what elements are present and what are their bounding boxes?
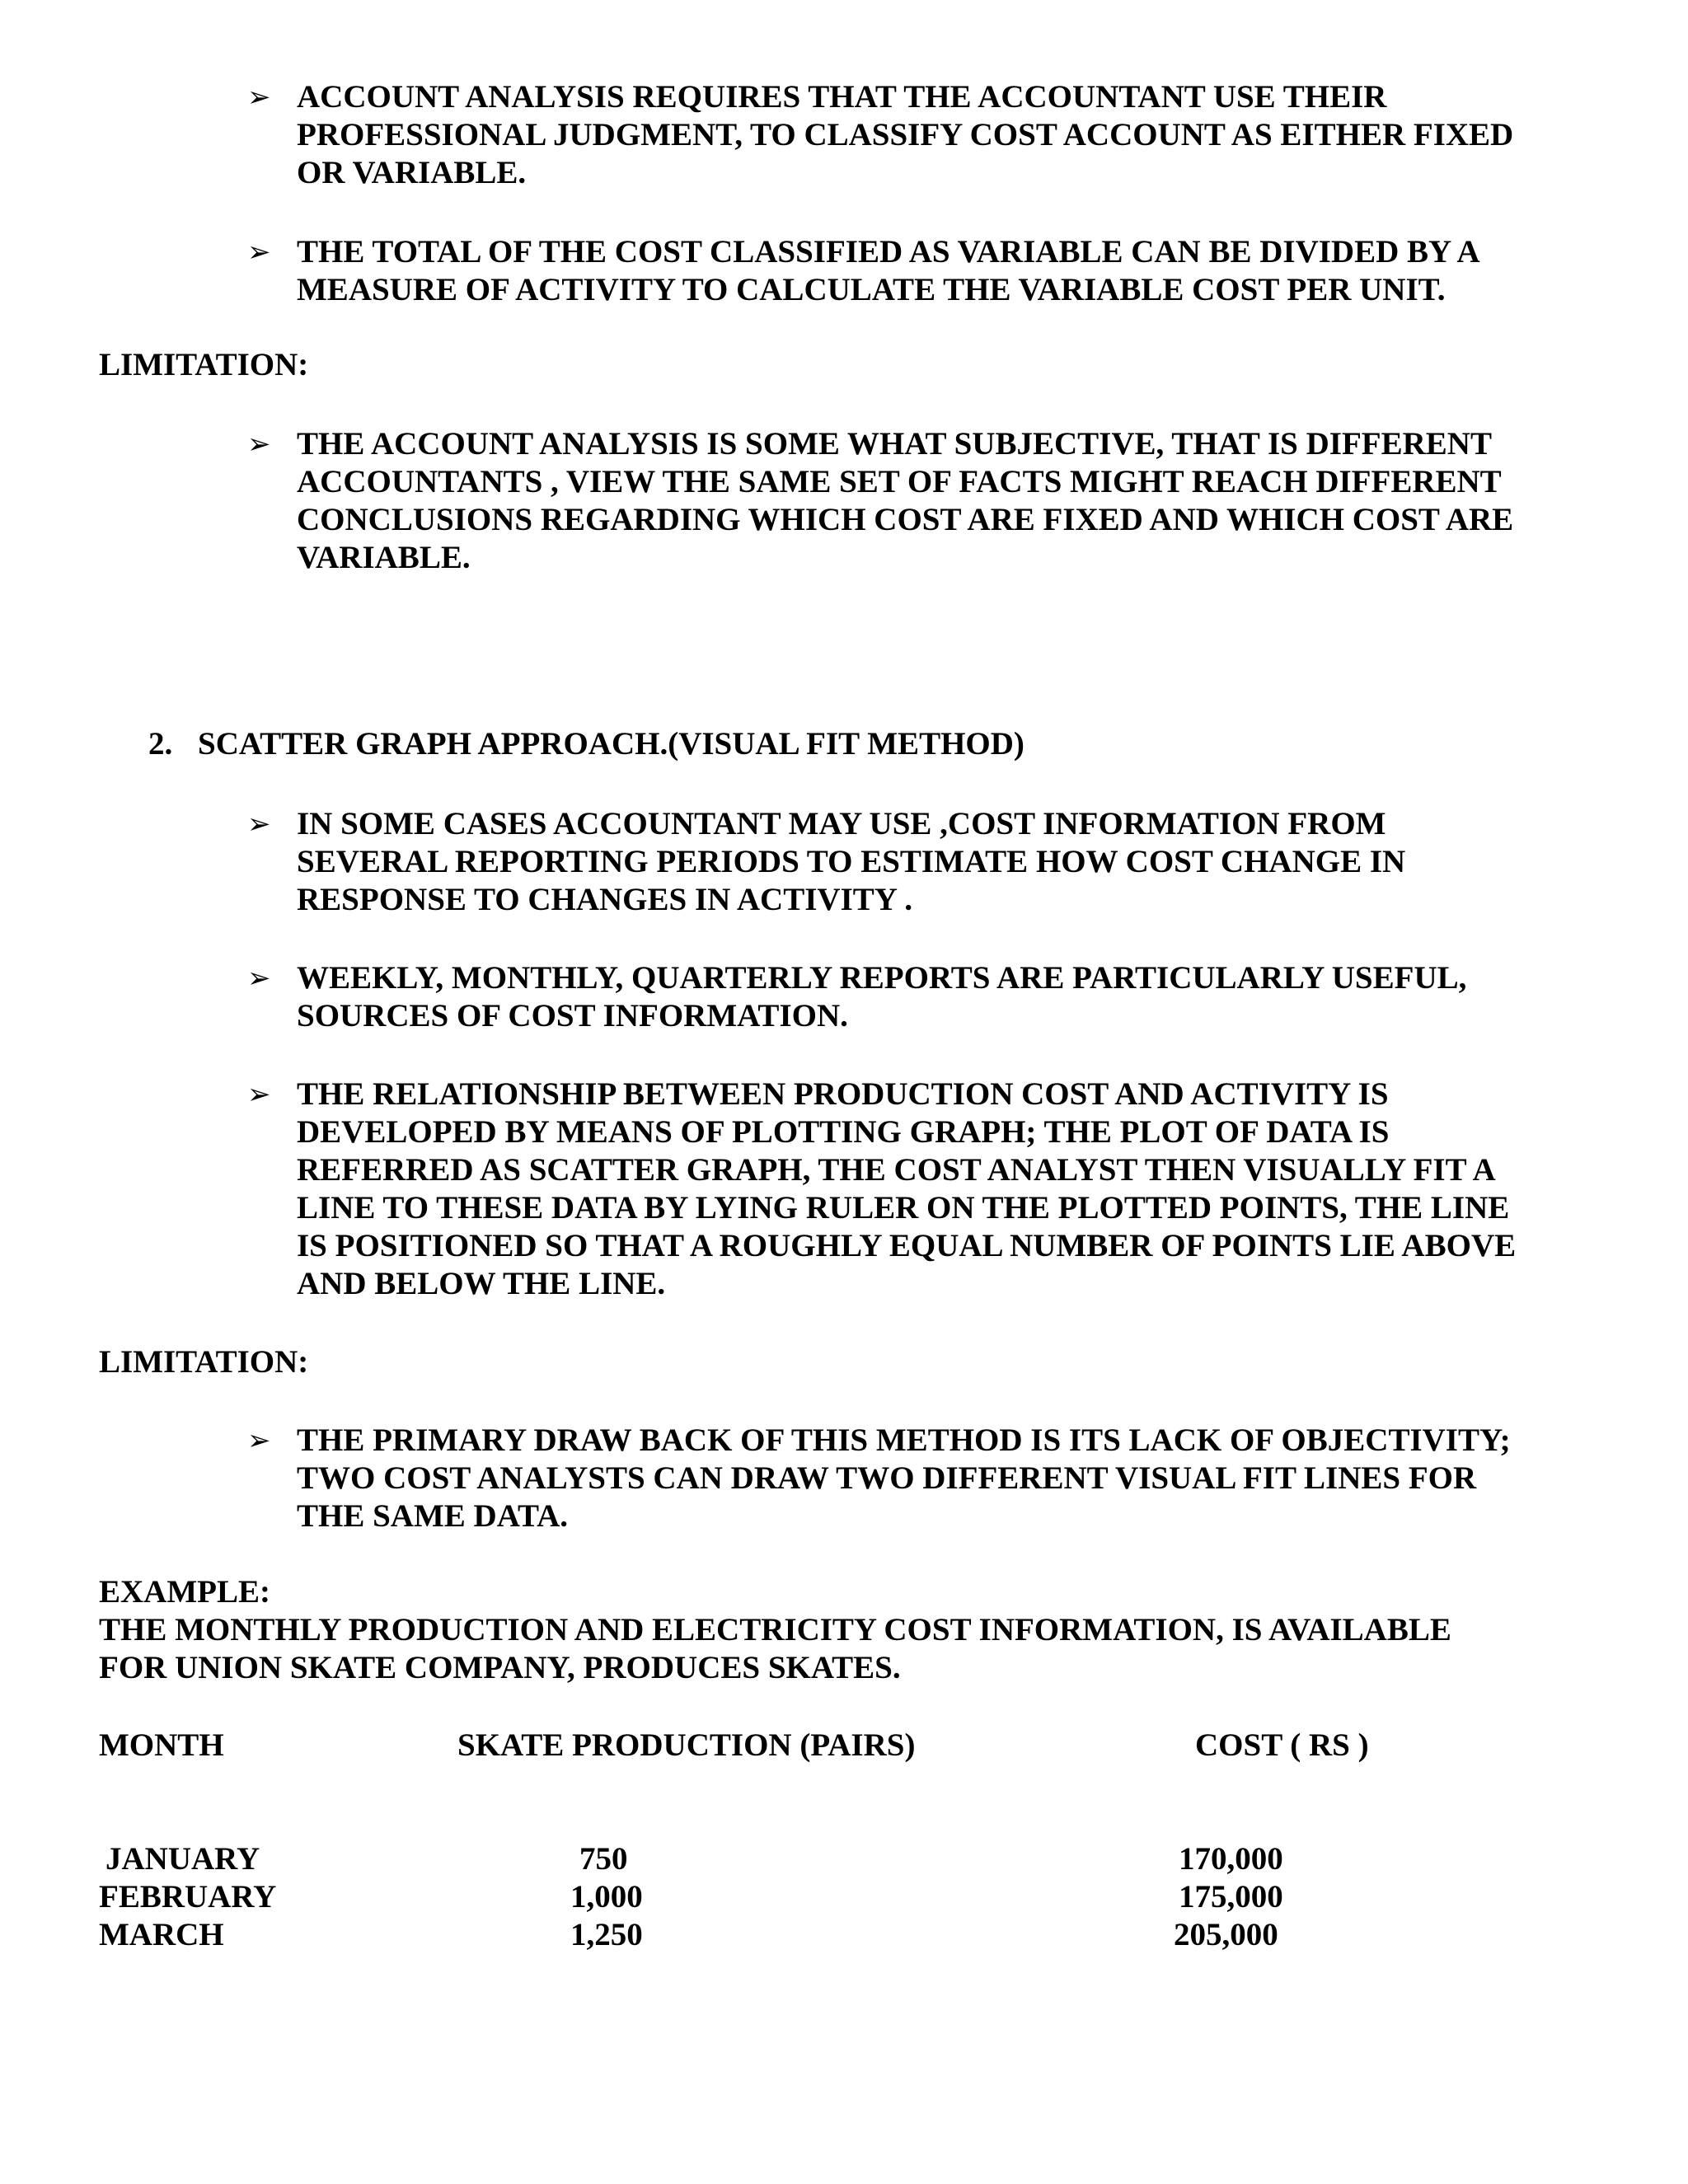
table-header-month: MONTH — [99, 1727, 224, 1763]
table-cell-month: JANUARY — [106, 1841, 260, 1877]
bullet-item — [247, 78, 1574, 192]
section-title: SCATTER GRAPH APPROACH.(VISUAL FIT METHOD) — [198, 726, 1025, 762]
arrow-bullet-icon: ➢ — [247, 808, 271, 841]
bullet-item — [247, 959, 1574, 1035]
table-cell-cost: 170,000 — [1179, 1841, 1283, 1877]
table-cell-cost: 205,000 — [1174, 1917, 1278, 1952]
table-header-cost: COST ( RS ) — [1195, 1727, 1369, 1763]
table-cell-month: FEBRUARY — [99, 1879, 277, 1915]
bullet-text: IN SOME CASES ACCOUNTANT MAY USE ,COST INFORMATION FROM SEVERAL REPORTING PERIODS TO ESTIMATE HOW COST CHANGE IN RESPONSE TO CHANGES IN ACTIVITY . — [297, 806, 1406, 917]
limitation-heading: LIMITATION: — [99, 1344, 309, 1380]
bullet-item — [247, 805, 1574, 919]
table-cell-production: 750 — [579, 1841, 628, 1877]
bullet-item — [247, 233, 1574, 309]
bullet-item — [247, 1422, 1574, 1535]
arrow-bullet-icon: ➢ — [247, 81, 271, 114]
bullet-text: WEEKLY, MONTHLY, QUARTERLY REPORTS ARE PARTICULARLY USEFUL, SOURCES OF COST INFORMATION. — [297, 960, 1467, 1033]
table-cell-production: 1,250 — [570, 1917, 643, 1952]
table-cell-cost: 175,000 — [1179, 1879, 1283, 1915]
table-header-production: SKATE PRODUCTION (PAIRS) — [457, 1727, 916, 1763]
bullet-item — [247, 425, 1574, 577]
arrow-bullet-icon: ➢ — [247, 1424, 271, 1457]
bullet-item — [247, 1076, 1574, 1303]
bullet-text: THE ACCOUNT ANALYSIS IS SOME WHAT SUBJECTIVE, THAT IS DIFFERENT ACCOUNTANTS , VIEW THE SAME SET OF FACTS MIGHT REACH DIFFERENT CONCLUSIONS REGARDING WHICH COST ARE FIXED AND WHICH COST ARE VARIABLE. — [297, 426, 1514, 575]
bullet-text: ACCOUNT ANALYSIS REQUIRES THAT THE ACCOUNTANT USE THEIR PROFESSIONAL JUDGMENT, TO CLASSIFY COST ACCOUNT AS EITHER FIXED OR VARIABLE. — [297, 79, 1514, 190]
section-number: 2. — [148, 726, 173, 762]
limitation-heading: LIMITATION: — [99, 347, 309, 382]
table-cell-month: MARCH — [99, 1917, 224, 1952]
example-heading: EXAMPLE: — [99, 1574, 270, 1610]
table-cell-production: 1,000 — [570, 1879, 643, 1915]
section-heading — [148, 725, 1025, 763]
arrow-bullet-icon: ➢ — [247, 428, 271, 461]
example-description: THE MONTHLY PRODUCTION AND ELECTRICITY COST INFORMATION, IS AVAILABLE FOR UNION SKATE COMPANY, PRODUCES SKATES. — [99, 1612, 1451, 1685]
bullet-text: THE TOTAL OF THE COST CLASSIFIED AS VARIABLE CAN BE DIVIDED BY A MEASURE OF ACTIVITY TO CALCULATE THE VARIABLE COST PER UNIT. — [297, 234, 1480, 307]
bullet-text: THE PRIMARY DRAW BACK OF THIS METHOD IS ITS LACK OF OBJECTIVITY; TWO COST ANALYSTS CAN DRAW TWO DIFFERENT VISUAL FIT LINES FOR THE SAME DATA. — [297, 1422, 1511, 1534]
arrow-bullet-icon: ➢ — [247, 1078, 271, 1111]
arrow-bullet-icon: ➢ — [247, 962, 271, 995]
bullet-text: THE RELATIONSHIP BETWEEN PRODUCTION COST AND ACTIVITY IS DEVELOPED BY MEANS OF PLOTTING GRAPH; THE PLOT OF DATA IS REFERRED AS SCATTER GRAPH, THE COST ANALYST THEN VISUALLY FIT A LINE TO THESE DATA BY LYING RULER ON THE PLOTTED POINTS, THE LINE IS POSITIONED SO THAT A ROUGHLY EQUAL NUMBER OF POINTS LIE ABOVE AND BELOW THE LINE. — [297, 1076, 1517, 1301]
arrow-bullet-icon: ➢ — [247, 236, 271, 269]
